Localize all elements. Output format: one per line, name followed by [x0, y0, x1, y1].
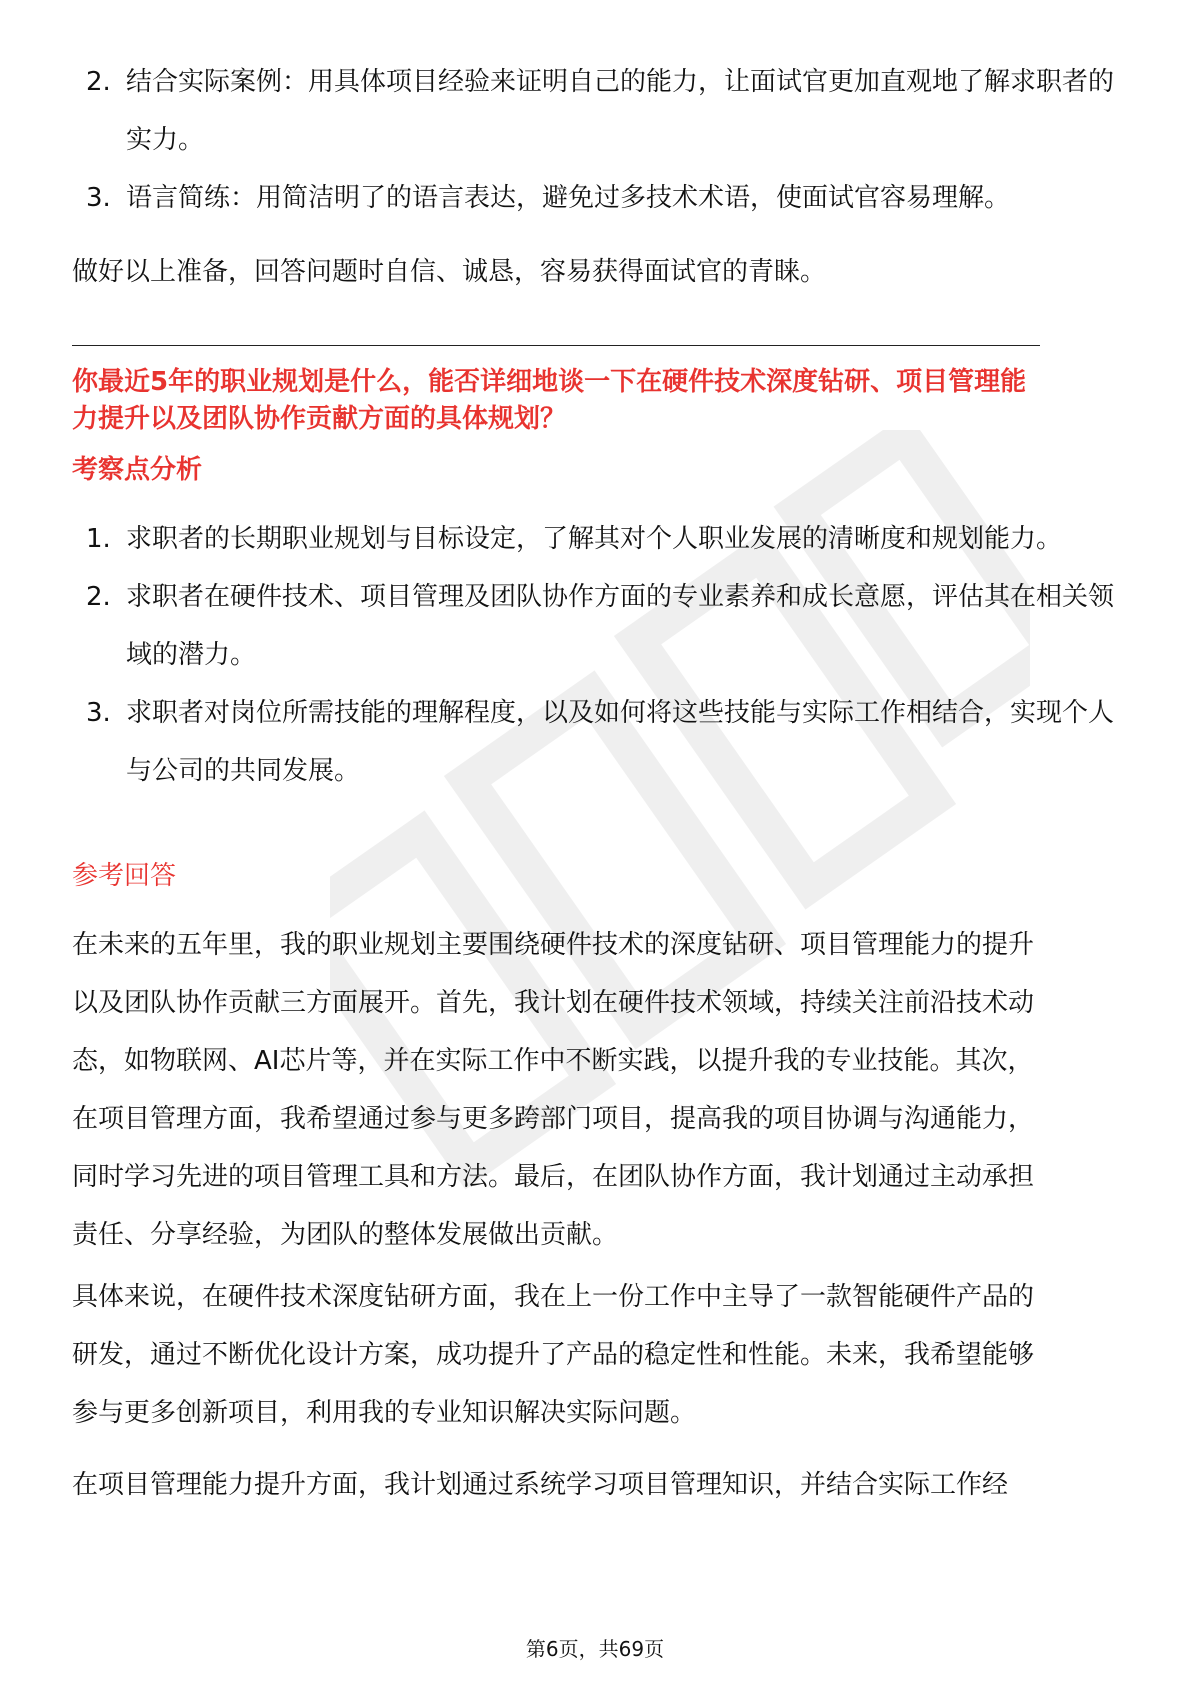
analysis-list: [72, 510, 1118, 800]
question-heading: 你最近5年的职业规划是什么，能否详细地谈一下在硬件技术深度钻研、项目管理能力提升以及团队协作贡献方面的具体规划？: [72, 367, 1027, 434]
list-text: 语言简练：用简洁明了的语言表达，避免过多技术术语，使面试官容易理解。: [126, 183, 1011, 213]
list-item: [72, 568, 1118, 684]
document-page: [72, 0, 1118, 1684]
list-text: 求职者的长期职业规划与目标设定，了解其对个人职业发展的清晰度和规划能力。: [126, 524, 1063, 554]
list-number: 1.: [86, 524, 111, 554]
answer-paragraph: 具体来说，在硬件技术深度钻研方面，我在上一份工作中主导了一款智能硬件产品的研发，通过不断优化设计方案，成功提升了产品的稳定性和性能。未来，我希望能够参与更多创新项目，利用我的专业知识解决实际问题。: [72, 1282, 1035, 1428]
answer-heading: 参考回答: [72, 861, 177, 891]
list-text: 求职者在硬件技术、项目管理及团队协作方面的专业素养和成长意愿，评估其在相关领域的潜力。: [126, 582, 1115, 670]
answer-paragraph: 在未来的五年里，我的职业规划主要围绕硬件技术的深度钻研、项目管理能力的提升以及团队协作贡献三方面展开。首先，我计划在硬件技术领域，持续关注前沿技术动态，如物联网、AI芯片等，并在实际工作中不断实践，以提升我的专业技能。其次，在项目管理方面，我希望通过参与更多跨部门项目，提高我的项目协调与沟通能力，同时学习先进的项目管理工具和方法。最后，在团队协作方面，我计划通过主动承担责任、分享经验，为团队的整体发展做出贡献。: [72, 930, 1035, 1250]
list-text: 结合实际案例：用具体项目经验来证明自己的能力，让面试官更加直观地了解求职者的实力。: [126, 67, 1115, 155]
section-divider: [72, 345, 1040, 346]
list-number: 3.: [86, 183, 111, 213]
list-item: [72, 684, 1118, 800]
list-item: [72, 53, 1118, 169]
answer-paragraph: 在项目管理能力提升方面，我计划通过系统学习项目管理知识，并结合实际工作经: [72, 1470, 1009, 1500]
page-footer: 第6页，共69页: [525, 1637, 665, 1661]
top-list: [72, 53, 1118, 227]
list-item: [72, 169, 1118, 227]
list-item: [72, 510, 1118, 568]
analysis-heading: 考察点分析: [72, 455, 203, 485]
closing-paragraph: 做好以上准备，回答问题时自信、诚恳，容易获得面试官的青睐。: [72, 257, 827, 287]
list-number: 3.: [86, 698, 111, 728]
list-number: 2.: [86, 67, 111, 97]
list-text: 求职者对岗位所需技能的理解程度，以及如何将这些技能与实际工作相结合，实现个人与公司的共同发展。: [126, 698, 1115, 786]
list-number: 2.: [86, 582, 111, 612]
